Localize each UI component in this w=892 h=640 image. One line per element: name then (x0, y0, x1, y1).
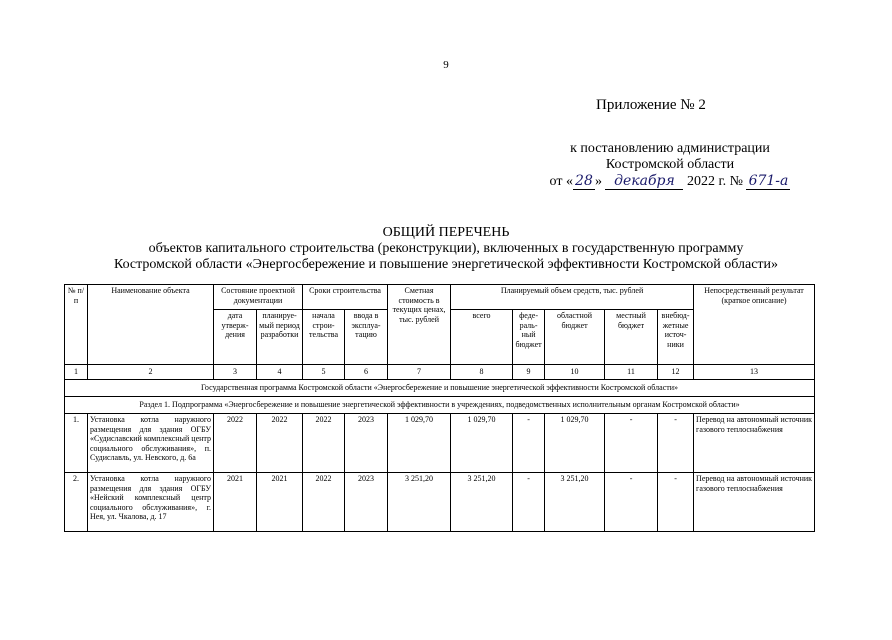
col-number: 12 (658, 365, 694, 380)
row-extra: - (658, 473, 694, 532)
col-number: 3 (214, 365, 257, 380)
col-number: 9 (513, 365, 545, 380)
row-local: - (605, 414, 658, 473)
header-result: Непосредственный результат (краткое описание) (694, 285, 815, 365)
header-fund-total: всего (451, 310, 513, 365)
page-number: 9 (443, 59, 449, 71)
document-title: ОБЩИЙ ПЕРЕЧЕНЬ (382, 225, 510, 240)
row-commission: 2023 (345, 414, 388, 473)
document-subtitle-1: объектов капитального строительства (реконструкции), включенных в государственную программу (148, 241, 744, 256)
header-row-1 (65, 285, 815, 310)
header-fund-federal: феде-раль-ный бюджет (513, 310, 545, 365)
row-cost: 3 251,20 (388, 473, 451, 532)
row-regional: 1 029,70 (545, 414, 605, 473)
program-title: Государственная программа Костромской области «Энергосбережение и повышение энергетической эффективности Костромской области» (65, 380, 815, 397)
decree-line-2: Костромской области (605, 157, 735, 172)
decree-prefix: от « (549, 174, 573, 189)
row-num: 1. (65, 414, 88, 473)
col-number: 13 (694, 365, 815, 380)
row-period: 2022 (257, 414, 303, 473)
row-period: 2021 (257, 473, 303, 532)
col-number: 7 (388, 365, 451, 380)
row-local: - (605, 473, 658, 532)
header-cost: Сметная стоимость в текущих ценах, тыс. рублей (388, 285, 451, 365)
row-federal: - (513, 414, 545, 473)
row-cost: 1 029,70 (388, 414, 451, 473)
row-approval: 2021 (214, 473, 257, 532)
header-docs-period: планируе-мый период разработки (257, 310, 303, 365)
decree-day: 28 (573, 173, 595, 190)
header-fund-local: местный бюджет (605, 310, 658, 365)
header-docs-approval: дата утверж-дения (214, 310, 257, 365)
col-number: 4 (257, 365, 303, 380)
row-total: 1 029,70 (451, 414, 513, 473)
col-number: 5 (303, 365, 345, 380)
row-start: 2022 (303, 473, 345, 532)
section-row (65, 397, 815, 414)
decree-date-line (540, 173, 800, 190)
col-number: 6 (345, 365, 388, 380)
document-subtitle-2: Костромской области «Энергосбережение и повышение энергетической эффективности Костромской области» (113, 257, 779, 272)
col-number: 1 (65, 365, 88, 380)
decree-year: 2022 г. № (686, 174, 743, 189)
col-number: 2 (88, 365, 214, 380)
row-commission: 2023 (345, 473, 388, 532)
decree-number: 671-а (746, 173, 790, 190)
appendix-title: Приложение № 2 (596, 97, 706, 113)
col-number: 10 (545, 365, 605, 380)
row-regional: 3 251,20 (545, 473, 605, 532)
program-row (65, 380, 815, 397)
table-row (65, 473, 815, 532)
row-object-name: Установка котла наружного размещения для здания ОГБУ «Нейский комплексный центр социального обслуживания», г. Нея, ул. Чкалова, д. 17 (88, 473, 214, 532)
section-title: Раздел 1. Подпрограмма «Энергосбережение и повышение энергетической эффективности в учреждениях, подведомственных исполнительным органам Костромской области» (65, 397, 815, 414)
col-number: 11 (605, 365, 658, 380)
row-extra: - (658, 414, 694, 473)
header-terms-start: начала строи-тельства (303, 310, 345, 365)
header-num: № п/п (65, 285, 88, 365)
header-fund-extra: внебюд-жетные источ-ники (658, 310, 694, 365)
header-terms-commission: ввода в эксплуа-тацию (345, 310, 388, 365)
decree-mid: » (594, 174, 602, 189)
row-num: 2. (65, 473, 88, 532)
decree-month: декабря (605, 173, 683, 190)
row-object-name: Установка котла наружного размещения для здания ОГБУ «Судиславский комплексный центр социального обслуживания», п. Судиславль, ул. Невского, д. 6а (88, 414, 214, 473)
row-start: 2022 (303, 414, 345, 473)
row-result: Перевод на автономный источник газового теплоснабжения (694, 473, 815, 532)
decree-line-1: к постановлению администрации (570, 141, 770, 156)
row-federal: - (513, 473, 545, 532)
header-funding: Планируемый объем средств, тыс. рублей (451, 285, 694, 310)
row-approval: 2022 (214, 414, 257, 473)
header-docs: Состояние проектной документации (214, 285, 303, 310)
objects-table (64, 284, 815, 532)
header-terms: Сроки строительства (303, 285, 388, 310)
header-fund-regional: областной бюджет (545, 310, 605, 365)
header-name: Наименование объекта (88, 285, 214, 365)
table-row (65, 414, 815, 473)
row-result: Перевод на автономный источник газового теплоснабжения (694, 414, 815, 473)
column-numbers-row (65, 365, 815, 380)
col-number: 8 (451, 365, 513, 380)
row-total: 3 251,20 (451, 473, 513, 532)
